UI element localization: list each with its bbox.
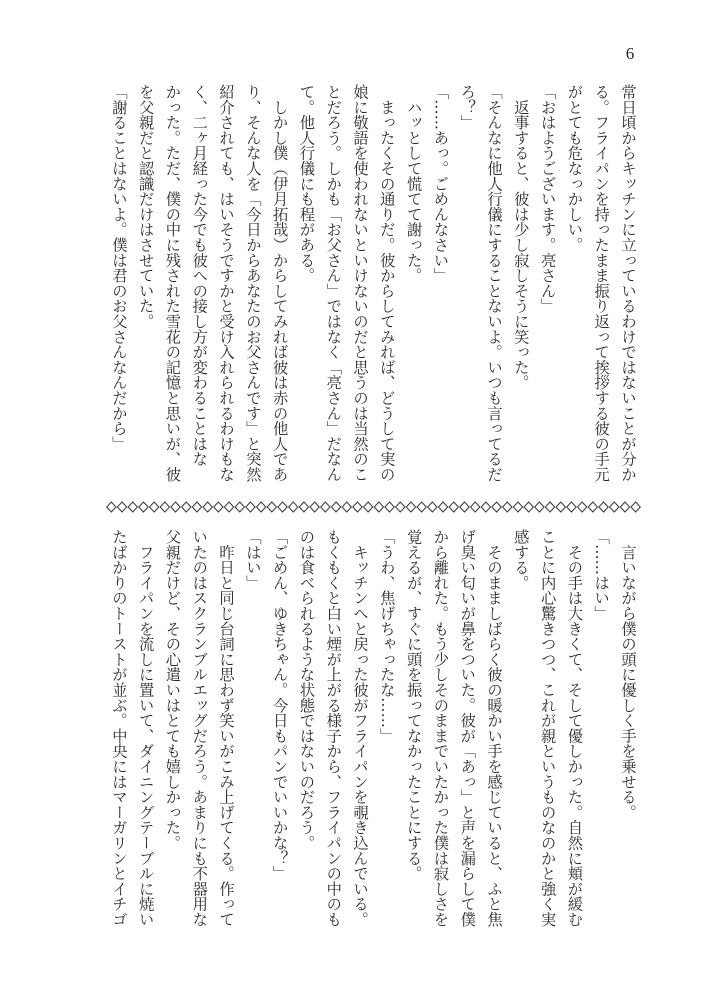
- text-column: く、二ヶ月経った今でも彼への接し方が変わることはな: [190, 84, 209, 467]
- text-column: 覚えるが、すぐに頭を振ってなかったことにする。: [404, 529, 423, 881]
- text-column: 昨日と同じ台詞に思わず笑いがこみ上げてくる。作って: [217, 529, 236, 927]
- text-column: ことに内心驚きつつ、これが親というものなのかと強く実: [538, 529, 557, 927]
- diamond-separator-icon: [106, 501, 641, 513]
- text-column: 娘に敬語を使われないといけないのだと思うのは当然のこ: [351, 84, 370, 482]
- text-column: かった。ただ、僕の中に残された雪花の記憶と思いが、彼: [163, 84, 182, 482]
- text-column: キッチンへと戻った彼がフライパンを覗き込んでいる。: [351, 529, 370, 927]
- text-column: がとても危なっかしい。: [565, 84, 584, 253]
- page-number: 6: [625, 44, 635, 63]
- text-column: しかし僕（伊月拓哉）からしてみれば彼は赤の他人であ: [270, 84, 289, 482]
- text-column: 紹介されても、はいそうですかと受け入れられるわけもな: [217, 84, 236, 482]
- text-column: 「ごめん、ゆきちゃん。今日もパンでいいかな？」: [270, 529, 289, 881]
- text-column: 「うわ、焦げちゃったな……」: [377, 529, 396, 744]
- text-column: 「謝ることはないよ。僕は君のお父さんなんだから」: [109, 84, 128, 452]
- text-column: ハッとして慌てて謝った。: [404, 84, 423, 283]
- text-column: 「おはようございます。亮さん」: [538, 84, 557, 314]
- text-column: 感する。: [511, 529, 530, 591]
- text-column: たばかりのトーストが並ぶ。中央にはマーガリンとイチゴ: [109, 529, 128, 927]
- text-column: る。フライパンを持ったまま振り返って挨拶する彼の手元: [592, 84, 611, 482]
- text-column: 「そんなに他人行儀にすることないよ。いつも言ってるだ: [485, 84, 504, 482]
- text-block-top: [105, 84, 641, 486]
- text-column: 言いながら僕の頭に優しく手を乗せる。: [619, 529, 637, 820]
- text-column: から離れた。もう少しそのままでいたかった僕は寂しさを: [431, 529, 450, 927]
- text-column: り、そんな人を「今日からあなたのお父さんです」と突然: [243, 84, 262, 482]
- text-column: 「……あっ。ごめんなさい」: [431, 84, 450, 283]
- text-column: げ臭い匂いが鼻をついた。彼が「あっ」と声を漏らして僕: [458, 529, 477, 927]
- text-column: 「はい」: [243, 529, 262, 591]
- text-column: いたのはスクランブルエッグだろう。あまりにも不器用な: [190, 529, 209, 927]
- text-column: 返事すると、彼は少し寂しそうに笑った。: [511, 84, 530, 390]
- text-column: その手は大きくて、そして優しかった。自然に頬が緩む: [565, 529, 584, 927]
- text-column: のは食べられるような状態ではないのだろう。: [297, 529, 316, 851]
- text-column: そのまましばらく彼の暖かい手を感じていると、ふと焦: [485, 529, 504, 927]
- text-column: まったくその通りだ。彼からしてみれば、どうして実の: [377, 84, 396, 482]
- text-column: 父親だけど、その心遣いはとても嬉しかった。: [163, 529, 182, 851]
- text-block-bottom: [105, 529, 641, 931]
- text-column: ろ？」: [458, 84, 477, 130]
- text-column: フライパンを流しに置いて、ダイニングテーブルに焼い: [136, 529, 155, 927]
- text-column: 常日頃からキッチンに立っているわけではないことが分か: [619, 84, 637, 482]
- text-column: 「……はい」: [592, 529, 611, 621]
- text-column: て。他人行儀にも程がある。: [297, 84, 316, 283]
- text-column: もくもくと白い煙が上がる様子から、フライパンの中のも: [324, 529, 343, 927]
- text-column: を父親だと認識だけはさせていた。: [136, 84, 155, 329]
- text-column: とだろう。しかも「お父さん」ではなく「亮さん」だなん: [324, 84, 343, 482]
